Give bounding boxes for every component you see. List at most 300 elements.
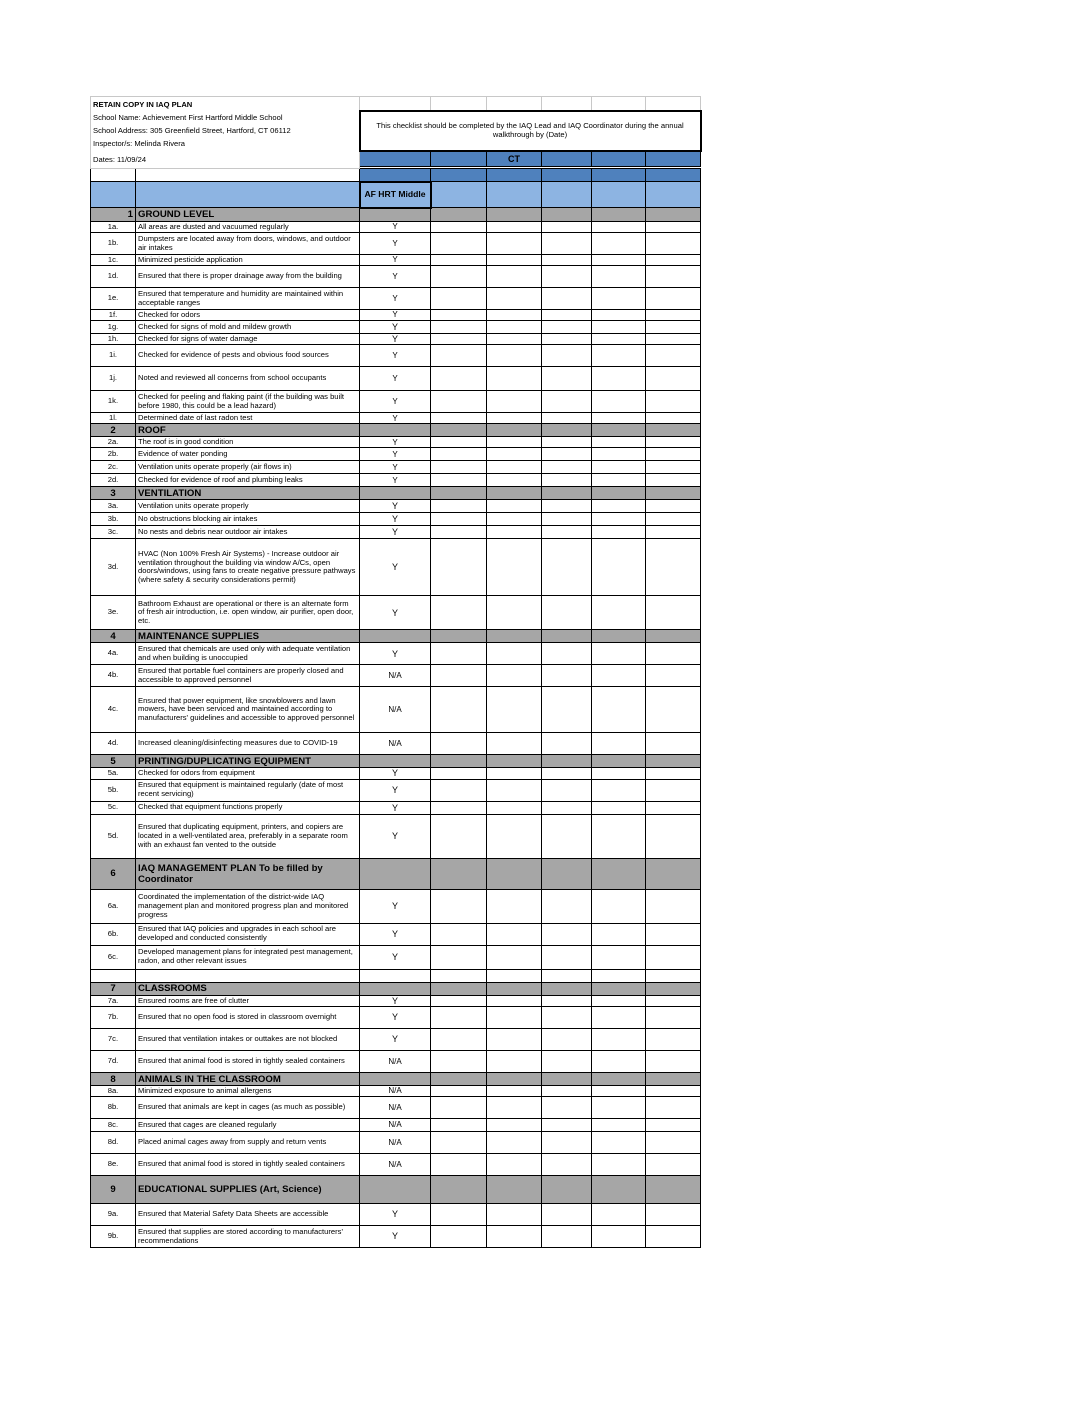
empty-cell (592, 801, 646, 814)
empty-cell (431, 858, 487, 889)
checklist-row (91, 526, 701, 539)
item-description: Determined date of last radon test (136, 413, 360, 424)
empty-cell (487, 461, 542, 474)
checklist-row (91, 1204, 701, 1226)
header-cell-blue (542, 169, 592, 182)
item-answer: Y (360, 1226, 431, 1248)
item-description: Ensured that Material Safety Data Sheets are accessible (136, 1204, 360, 1226)
empty-cell (542, 1029, 592, 1051)
header-cell-blue (592, 151, 646, 167)
empty-cell (542, 768, 592, 779)
empty-cell (646, 500, 701, 513)
empty-cell (542, 513, 592, 526)
empty-cell (431, 814, 487, 858)
section-title: CLASSROOMS (136, 982, 360, 995)
item-description: Ensured that IAQ policies and upgrades in each school are developed and conducted consistently (136, 923, 360, 945)
empty-cell (431, 630, 487, 643)
header-cell-blue (646, 169, 701, 182)
item-answer: Y (360, 500, 431, 513)
empty-cell (431, 687, 487, 733)
empty-cell (542, 733, 592, 755)
empty-cell (431, 1073, 487, 1086)
item-code: 1e. (91, 288, 136, 310)
section-number: 8 (91, 1073, 136, 1086)
empty-cell (91, 169, 136, 182)
item-code: 1k. (91, 391, 136, 413)
empty-cell (542, 539, 592, 596)
empty-cell (431, 643, 487, 665)
checklist-row (91, 437, 701, 448)
item-description: All areas are dusted and vacuumed regularly (136, 222, 360, 233)
empty-cell (646, 222, 701, 233)
item-code: 8d. (91, 1132, 136, 1154)
item-code: 1j. (91, 367, 136, 391)
empty-cell (487, 513, 542, 526)
empty-cell (592, 474, 646, 487)
empty-cell (542, 208, 592, 222)
empty-cell (542, 255, 592, 266)
empty-cell (487, 1029, 542, 1051)
empty-cell (646, 526, 701, 539)
empty-cell (360, 1176, 431, 1204)
item-answer: N/A (360, 687, 431, 733)
section-title: GROUND LEVEL (136, 208, 360, 222)
empty-cell (646, 1204, 701, 1226)
empty-cell (360, 208, 431, 222)
item-answer: Y (360, 643, 431, 665)
item-code: 1l. (91, 413, 136, 424)
empty-cell (487, 733, 542, 755)
item-description: Checked for evidence of pests and obvious food sources (136, 345, 360, 367)
item-description: Ensured that supplies are stored according to manufacturers' recommendations (136, 1226, 360, 1248)
item-answer: Y (360, 945, 431, 969)
checklist-row (91, 255, 701, 266)
empty-cell (431, 288, 487, 310)
empty-cell (487, 596, 542, 630)
empty-cell (646, 1073, 701, 1086)
item-answer: Y (360, 233, 431, 255)
empty-cell (542, 630, 592, 643)
empty-cell (592, 500, 646, 513)
empty-cell (487, 768, 542, 779)
header-cell-blue (646, 151, 701, 167)
empty-cell (431, 779, 487, 801)
empty-cell (592, 1226, 646, 1248)
empty-cell (646, 437, 701, 448)
checklist-row (91, 889, 701, 923)
header-cell-blue (360, 169, 431, 182)
empty-cell (542, 1176, 592, 1204)
empty-cell (487, 858, 542, 889)
empty-cell (487, 889, 542, 923)
empty-cell (592, 334, 646, 345)
empty-cell (646, 391, 701, 413)
empty-cell (646, 768, 701, 779)
checklist-row (91, 1226, 701, 1248)
empty-cell (592, 755, 646, 768)
item-answer: Y (360, 321, 431, 334)
empty-cell (487, 526, 542, 539)
empty-cell (431, 596, 487, 630)
empty-cell (542, 889, 592, 923)
item-answer: Y (360, 889, 431, 923)
empty-cell (431, 321, 487, 334)
empty-cell (646, 1029, 701, 1051)
item-answer: Y (360, 461, 431, 474)
empty-cell (542, 448, 592, 461)
item-code: 7b. (91, 1007, 136, 1029)
empty-cell (542, 945, 592, 969)
empty-cell (487, 345, 542, 367)
checklist-row (91, 321, 701, 334)
empty-cell (646, 1132, 701, 1154)
checklist-row (91, 596, 701, 630)
item-answer: N/A (360, 1097, 431, 1119)
empty-cell (592, 995, 646, 1006)
empty-cell (360, 969, 431, 982)
empty-cell (487, 391, 542, 413)
section-header-row (91, 630, 701, 643)
empty-cell (592, 1204, 646, 1226)
empty-cell (431, 539, 487, 596)
empty-cell (487, 687, 542, 733)
empty-cell (487, 310, 542, 321)
empty-cell (487, 665, 542, 687)
inspection-dates: Dates: 11/09/24 (93, 155, 147, 164)
checklist-row (91, 768, 701, 779)
section-header-row (91, 1073, 701, 1086)
section-number: 9 (91, 1176, 136, 1204)
section-title: PRINTING/DUPLICATING EQUIPMENT (136, 755, 360, 768)
empty-cell (592, 1176, 646, 1204)
empty-cell (592, 1086, 646, 1097)
empty-cell (646, 461, 701, 474)
item-answer: N/A (360, 1119, 431, 1132)
item-answer: N/A (360, 1086, 431, 1097)
empty-cell (542, 367, 592, 391)
item-description: Checked for evidence of roof and plumbing leaks (136, 474, 360, 487)
empty-cell (592, 768, 646, 779)
item-code: 4b. (91, 665, 136, 687)
checklist-row (91, 288, 701, 310)
empty-cell (542, 321, 592, 334)
empty-cell (431, 461, 487, 474)
empty-cell (646, 448, 701, 461)
section-number: 4 (91, 630, 136, 643)
item-description: Bathroom Exhaust are operational or there is an alternate form of fresh air introduction, i.e. open window, air purifier, open door, etc. (136, 596, 360, 630)
empty-cell (592, 1029, 646, 1051)
item-description: Ensured that there is proper drainage away from the building (136, 266, 360, 288)
empty-cell (542, 1051, 592, 1073)
empty-cell (646, 1086, 701, 1097)
empty-cell (646, 923, 701, 945)
empty-cell (542, 643, 592, 665)
empty-cell (431, 889, 487, 923)
empty-cell (487, 945, 542, 969)
empty-cell (542, 266, 592, 288)
item-description: Ensured that temperature and humidity are maintained within acceptable ranges (136, 288, 360, 310)
empty-cell (592, 97, 646, 111)
empty-cell (487, 487, 542, 500)
empty-cell (542, 500, 592, 513)
empty-cell (487, 1119, 542, 1132)
school-column-header: AF HRT Middle (360, 182, 431, 208)
empty-cell (646, 814, 701, 858)
empty-cell (542, 222, 592, 233)
empty-cell (542, 424, 592, 437)
empty-cell (487, 437, 542, 448)
empty-cell (646, 288, 701, 310)
empty-cell (646, 513, 701, 526)
empty-cell (487, 779, 542, 801)
empty-cell (542, 1086, 592, 1097)
empty-cell (592, 969, 646, 982)
empty-cell (360, 858, 431, 889)
empty-cell (592, 1132, 646, 1154)
item-answer: Y (360, 1029, 431, 1051)
empty-cell (431, 513, 487, 526)
checklist-row (91, 665, 701, 687)
empty-cell (431, 1154, 487, 1176)
item-answer: Y (360, 448, 431, 461)
empty-cell (136, 169, 360, 182)
item-answer: Y (360, 255, 431, 266)
empty-cell (487, 923, 542, 945)
empty-cell (487, 814, 542, 858)
empty-cell (487, 982, 542, 995)
empty-cell (592, 1119, 646, 1132)
iaq-checklist-table (90, 96, 702, 1248)
item-code: 8a. (91, 1086, 136, 1097)
item-description: Checked for odors from equipment (136, 768, 360, 779)
item-answer: N/A (360, 665, 431, 687)
checklist-row (91, 923, 701, 945)
section-number: 6 (91, 858, 136, 889)
item-answer: N/A (360, 1154, 431, 1176)
empty-cell (431, 500, 487, 513)
empty-cell (431, 1176, 487, 1204)
item-description: Checked for odors (136, 310, 360, 321)
item-code: 8b. (91, 1097, 136, 1119)
empty-cell (592, 321, 646, 334)
item-code: 5d. (91, 814, 136, 858)
empty-cell (542, 1226, 592, 1248)
item-answer: Y (360, 923, 431, 945)
blank-row (91, 969, 701, 982)
section-header-row (91, 858, 701, 889)
empty-cell (431, 487, 487, 500)
empty-cell (646, 1097, 701, 1119)
item-description: Ensured that portable fuel containers are properly closed and accessible to approved personnel (136, 665, 360, 687)
empty-cell (646, 1154, 701, 1176)
section-header-row (91, 1176, 701, 1204)
empty-cell (646, 367, 701, 391)
item-code: 9a. (91, 1204, 136, 1226)
item-description: Ensured that chemicals are used only with adequate ventilation and when building is unoccupied (136, 643, 360, 665)
empty-cell (542, 437, 592, 448)
item-code: 1i. (91, 345, 136, 367)
empty-cell (542, 1119, 592, 1132)
header-cell-lightblue (431, 182, 487, 208)
empty-cell (431, 969, 487, 982)
empty-cell (646, 266, 701, 288)
item-description: Minimized pesticide application (136, 255, 360, 266)
empty-cell (646, 995, 701, 1006)
empty-cell (542, 982, 592, 995)
empty-cell (360, 424, 431, 437)
item-answer: N/A (360, 733, 431, 755)
empty-cell (592, 255, 646, 266)
empty-cell (431, 982, 487, 995)
empty-cell (646, 889, 701, 923)
empty-cell (646, 1176, 701, 1204)
empty-cell (360, 630, 431, 643)
item-description: Minimized exposure to animal allergens (136, 1086, 360, 1097)
school-info-block (91, 97, 360, 169)
checklist-row (91, 687, 701, 733)
empty-cell (431, 266, 487, 288)
item-answer: Y (360, 222, 431, 233)
empty-cell (431, 1029, 487, 1051)
empty-cell (592, 513, 646, 526)
section-title: ANIMALS IN THE CLASSROOM (136, 1073, 360, 1086)
item-code: 4d. (91, 733, 136, 755)
empty-cell (487, 539, 542, 596)
empty-cell (431, 222, 487, 233)
checklist-row (91, 345, 701, 367)
item-answer: Y (360, 474, 431, 487)
header-cell-lightblue (542, 182, 592, 208)
empty-cell (592, 413, 646, 424)
item-description: Placed animal cages away from supply and return vents (136, 1132, 360, 1154)
item-answer: N/A (360, 1051, 431, 1073)
empty-cell (592, 448, 646, 461)
empty-cell (646, 755, 701, 768)
item-code: 1c. (91, 255, 136, 266)
empty-cell (136, 969, 360, 982)
section-title: ROOF (136, 424, 360, 437)
item-answer: Y (360, 345, 431, 367)
section-number: 1 (91, 208, 136, 222)
checklist-row (91, 643, 701, 665)
item-description: Ensured that equipment is maintained regularly (date of most recent servicing) (136, 779, 360, 801)
empty-cell (487, 97, 542, 111)
empty-cell (592, 982, 646, 995)
item-description: Checked for peeling and flaking paint (if the building was built before 1980, this could be a lead hazard) (136, 391, 360, 413)
empty-cell (592, 345, 646, 367)
item-description: Checked for signs of water damage (136, 334, 360, 345)
item-description: Increased cleaning/disinfecting measures due to COVID-19 (136, 733, 360, 755)
header-cell-blue (592, 169, 646, 182)
item-code: 3a. (91, 500, 136, 513)
empty-cell (431, 1226, 487, 1248)
item-code: 6a. (91, 889, 136, 923)
empty-cell (431, 424, 487, 437)
checklist-row (91, 1029, 701, 1051)
empty-cell (487, 801, 542, 814)
checklist-row (91, 367, 701, 391)
empty-cell (542, 596, 592, 630)
empty-cell (646, 596, 701, 630)
checklist-row (91, 1086, 701, 1097)
empty-cell (487, 630, 542, 643)
item-description: Checked that equipment functions properly (136, 801, 360, 814)
checklist-body (91, 97, 701, 1248)
item-code: 2a. (91, 437, 136, 448)
item-answer: Y (360, 437, 431, 448)
empty-cell (646, 969, 701, 982)
empty-cell (431, 1132, 487, 1154)
empty-cell (487, 1154, 542, 1176)
checklist-row (91, 995, 701, 1006)
empty-cell (592, 526, 646, 539)
item-description: Ensured that cages are cleaned regularly (136, 1119, 360, 1132)
retain-copy-label: RETAIN COPY IN IAQ PLAN (93, 100, 193, 109)
empty-cell (431, 923, 487, 945)
item-answer: Y (360, 288, 431, 310)
checklist-row (91, 779, 701, 801)
empty-cell (646, 945, 701, 969)
empty-cell (592, 1154, 646, 1176)
empty-cell (487, 969, 542, 982)
empty-cell (431, 995, 487, 1006)
empty-cell (542, 1007, 592, 1029)
checklist-row (91, 513, 701, 526)
empty-cell (592, 208, 646, 222)
empty-cell (592, 643, 646, 665)
item-code: 2d. (91, 474, 136, 487)
empty-cell (592, 487, 646, 500)
empty-cell (646, 321, 701, 334)
item-answer: Y (360, 334, 431, 345)
empty-cell (487, 288, 542, 310)
header-cell-lightblue (91, 182, 136, 208)
item-answer: Y (360, 513, 431, 526)
empty-cell (431, 255, 487, 266)
empty-cell (487, 474, 542, 487)
empty-cell (542, 814, 592, 858)
section-number: 5 (91, 755, 136, 768)
empty-cell (487, 1226, 542, 1248)
empty-cell (646, 643, 701, 665)
empty-cell (542, 665, 592, 687)
empty-cell (592, 923, 646, 945)
empty-cell (646, 1226, 701, 1248)
item-answer: Y (360, 1007, 431, 1029)
checklist-row (91, 266, 701, 288)
section-header-row (91, 424, 701, 437)
checklist-row (91, 233, 701, 255)
item-description: HVAC (Non 100% Fresh Air Systems) - Increase outdoor air ventilation throughout the building via window A/Cs, open doors/windows, using fans to create negative pressure pathways (where safety & security considerations permit) (136, 539, 360, 596)
empty-cell (592, 665, 646, 687)
header-cell-blue (431, 169, 487, 182)
completion-note: This checklist should be completed by the IAQ Lead and IAQ Coordinator during the annual walkthrough by (Date) (360, 111, 701, 151)
checklist-row (91, 539, 701, 596)
item-code: 1a. (91, 222, 136, 233)
empty-cell (592, 814, 646, 858)
empty-cell (431, 391, 487, 413)
empty-cell (431, 334, 487, 345)
empty-cell (431, 1086, 487, 1097)
item-description: Checked for signs of mold and mildew growth (136, 321, 360, 334)
item-description: Ensured that animals are kept in cages (as much as possible) (136, 1097, 360, 1119)
empty-cell (487, 424, 542, 437)
section-header-row (91, 755, 701, 768)
empty-cell (592, 266, 646, 288)
checklist-row (91, 310, 701, 321)
empty-cell (542, 391, 592, 413)
item-description: Ensured that power equipment, like snowblowers and lawn mowers, have been serviced and maintained according to manufacturers' guidelines and accessible to approved personnel (136, 687, 360, 733)
